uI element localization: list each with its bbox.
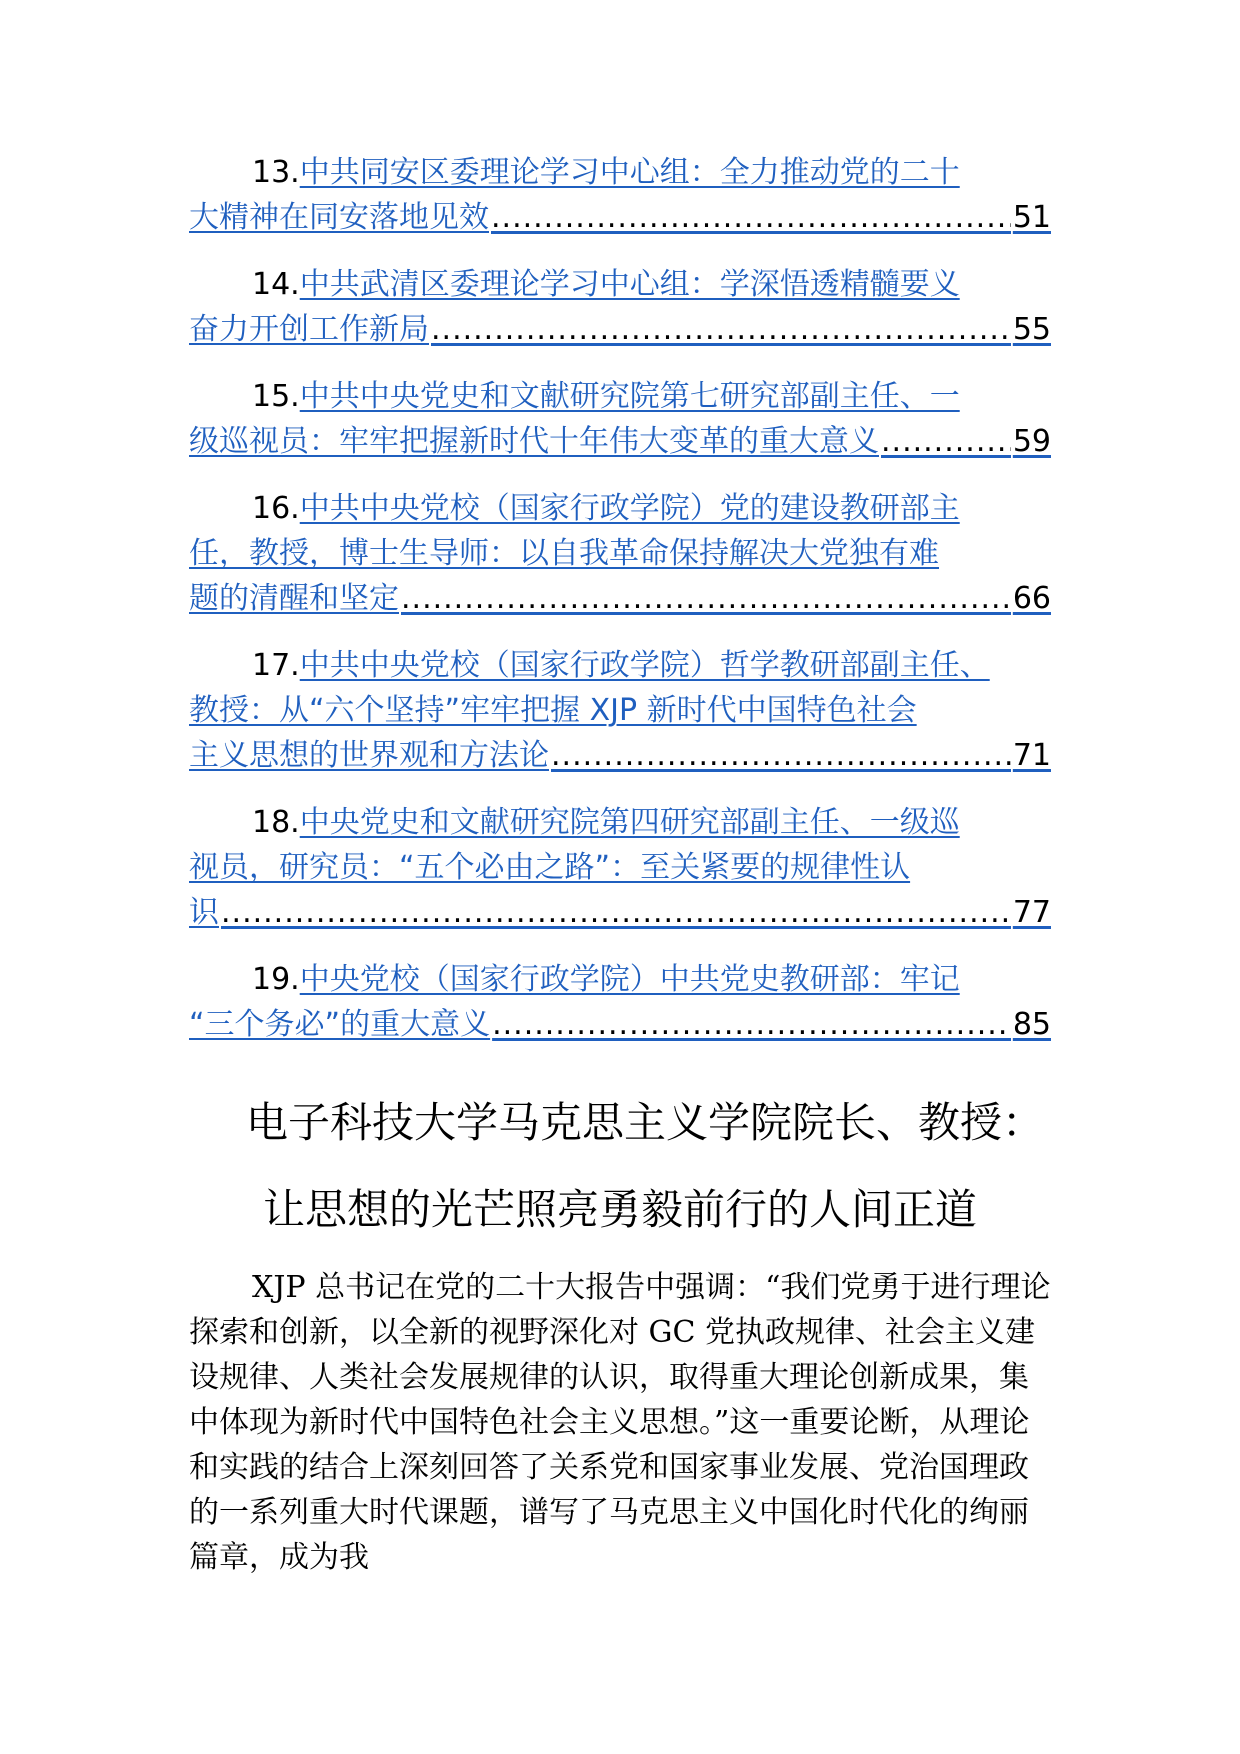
toc-entry-link[interactable]: 中共同安区委理论学习中心组：全力推动党的二十 <box>299 155 960 190</box>
toc-entry-number: 18. <box>252 805 300 840</box>
toc-entry-number: 17. <box>252 648 300 683</box>
article-title-line-2: 让思想的光芒照亮勇毅前行的人间正道 <box>262 1185 977 1234</box>
toc-entry-number: 19. <box>252 962 300 997</box>
table-of-contents <box>189 150 1051 1069</box>
toc-entry[interactable] <box>189 486 1051 621</box>
toc-page-number[interactable]: 51 <box>1012 200 1051 235</box>
toc-leader-dots <box>551 733 1011 778</box>
toc-entry[interactable] <box>189 957 1051 1047</box>
toc-entry[interactable] <box>189 374 1051 464</box>
toc-entry-link[interactable]: 中共中央党校（国家行政学院）党的建设教研部主 <box>299 491 960 526</box>
article-title-line-1: 电子科技大学马克思主义学院院长、教授： <box>245 1098 1044 1147</box>
toc-entry-link[interactable]: 识 <box>189 895 219 930</box>
toc-entry-link[interactable]: 中共中央党史和文献研究院第七研究部副主任、一 <box>299 379 960 414</box>
toc-entry-link[interactable]: 主义思想的世界观和方法论 <box>189 738 549 773</box>
toc-entry-link[interactable]: 中央党校（国家行政学院）中共党史教研部：牢记 <box>299 962 960 997</box>
toc-entry[interactable] <box>189 150 1051 240</box>
toc-leader-dots <box>492 1002 1011 1047</box>
toc-entry-number: 13. <box>252 155 300 190</box>
toc-entry-link[interactable]: 视员，研究员：“五个必由之路”：至关紧要的规律性认 <box>189 850 911 885</box>
toc-entry-link[interactable]: 级巡视员：牢牢把握新时代十年伟大变革的重大意义 <box>189 424 879 459</box>
toc-entry-link[interactable]: “三个务必”的重大意义 <box>189 1007 491 1042</box>
toc-entry-link[interactable]: 中共中央党校（国家行政学院）哲学教研部副主任、 <box>299 648 990 683</box>
toc-entry-link[interactable]: 教授：从“六个坚持”牢牢把握 XJP 新时代中国特色社会 <box>189 693 917 728</box>
toc-entry-link[interactable]: 任，教授，博士生导师：以自我革命保持解决大党独有难 <box>189 536 939 571</box>
toc-leader-dots <box>221 890 1011 935</box>
toc-entry-number: 16. <box>252 491 300 526</box>
toc-page-number[interactable]: 85 <box>1012 1007 1051 1042</box>
toc-entry-link[interactable]: 大精神在同安落地见效 <box>189 200 489 235</box>
toc-entry-link[interactable]: 奋力开创工作新局 <box>189 312 429 347</box>
toc-leader-dots <box>401 576 1011 621</box>
toc-leader-dots <box>881 419 1011 464</box>
toc-page-number[interactable]: 77 <box>1012 895 1051 930</box>
toc-entry[interactable] <box>189 643 1051 778</box>
toc-page-number[interactable]: 71 <box>1012 738 1051 773</box>
article-body-paragraph: XJP 总书记在党的二十大报告中强调：“我们党勇于进行理论探索和创新，以全新的视野深化对 GC 党执政规律、社会主义建设规律、人类社会发展规律的认识，取得重大理论创新成果，集中体现为新时代中国特色社会主义思想。”这一重要论断，从理论和实践的结合上深刻回答了关系党和国家事业发展、党治国理政的一系列重大时代课题，谱写了马克思主义中国化时代化的绚丽篇章，成为我 <box>189 1270 1051 1575</box>
toc-leader-dots <box>431 307 1011 352</box>
toc-page-number[interactable]: 55 <box>1012 312 1051 347</box>
toc-leader-dots <box>491 195 1011 240</box>
toc-entry-link[interactable]: 中央党史和文献研究院第四研究部副主任、一级巡 <box>299 805 960 840</box>
toc-entry-link[interactable]: 中共武清区委理论学习中心组：学深悟透精髓要义 <box>299 267 960 302</box>
toc-entry[interactable] <box>189 262 1051 352</box>
toc-entry-link[interactable]: 题的清醒和坚定 <box>189 581 399 616</box>
toc-entry-number: 15. <box>252 379 300 414</box>
toc-entry-number: 14. <box>252 267 300 302</box>
toc-page-number[interactable]: 66 <box>1012 581 1051 616</box>
toc-entry[interactable] <box>189 800 1051 935</box>
toc-page-number[interactable]: 59 <box>1012 424 1051 459</box>
